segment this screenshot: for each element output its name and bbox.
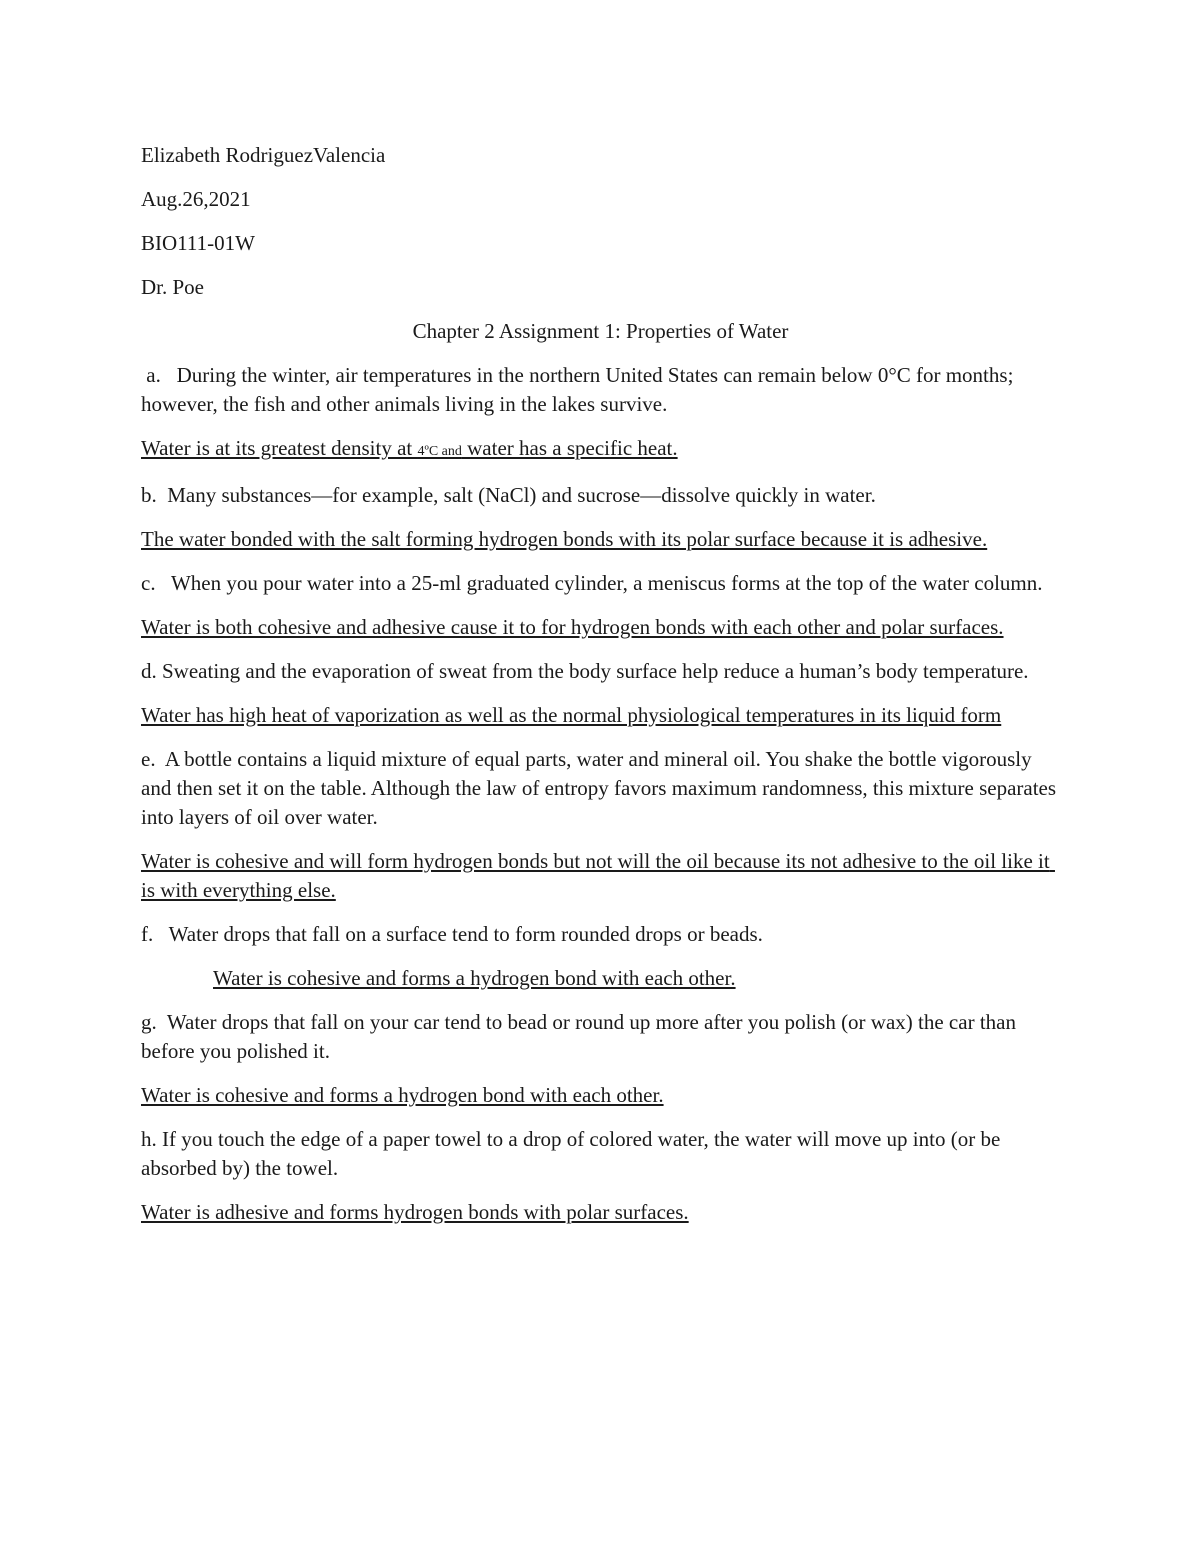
- student-name: Elizabeth RodriguezValencia: [141, 143, 386, 167]
- question-e: e. A bottle contains a liquid mixture of equal parts, water and mineral oil. You shake the bottle vigorously and then set it on the table. Although the law of entropy favors maximum randomness, this mixture separates into layers of oil over water.: [141, 747, 1062, 829]
- question-a: a. During the winter, air temperatures in the northern United States can remain below 0°C for months; however, the fish and other animals living in the lakes survive.: [141, 363, 1019, 416]
- question-b: b. Many substances—for example, salt (NaCl) and sucrose—dissolve quickly in water.: [141, 483, 876, 507]
- assignment-date: Aug.26,2021: [141, 187, 251, 211]
- instructor-name: Dr. Poe: [141, 275, 204, 299]
- answer-c: Water is both cohesive and adhesive cause it to for hydrogen bonds with each other and polar surfaces.: [141, 615, 1004, 639]
- answer-d: Water has high heat of vaporization as well as the normal physiological temperatures in its liquid form: [141, 703, 1002, 727]
- question-d: d. Sweating and the evaporation of sweat from the body surface help reduce a human’s body temperature.: [141, 659, 1029, 683]
- question-h: h. If you touch the edge of a paper towel to a drop of colored water, the water will move up into (or be absorbed by) the towel.: [141, 1127, 1006, 1180]
- answer-h: Water is adhesive and forms hydrogen bonds with polar surfaces.: [141, 1200, 689, 1224]
- answer-b: The water bonded with the salt forming hydrogen bonds with its polar surface because it is adhesive.: [141, 527, 988, 551]
- answer-a-small-text: 4ºC and: [417, 444, 462, 459]
- question-g: g. Water drops that fall on your car tend to bead or round up more after you polish (or wax) the car than before you polished it.: [141, 1010, 1022, 1063]
- answer-f: Water is cohesive and forms a hydrogen bond with each other.: [213, 966, 736, 990]
- course-code: BIO111-01W: [141, 231, 255, 255]
- answer-e: Water is cohesive and will form hydrogen bonds but not will the oil because its not adhesive to the oil like it is with everything else.: [141, 849, 1055, 902]
- question-c: c. When you pour water into a 25-ml graduated cylinder, a meniscus forms at the top of the water column.: [141, 571, 1043, 595]
- answer-a: [141, 434, 1060, 466]
- answer-g: Water is cohesive and forms a hydrogen bond with each other.: [141, 1083, 664, 1107]
- document-title: Chapter 2 Assignment 1: Properties of Water: [412, 319, 789, 343]
- answer-a-part2: water has a specific heat.: [461, 436, 678, 460]
- answer-a-part1: Water is at its greatest density at: [141, 436, 418, 460]
- question-f: f. Water drops that fall on a surface tend to form rounded drops or beads.: [141, 922, 763, 946]
